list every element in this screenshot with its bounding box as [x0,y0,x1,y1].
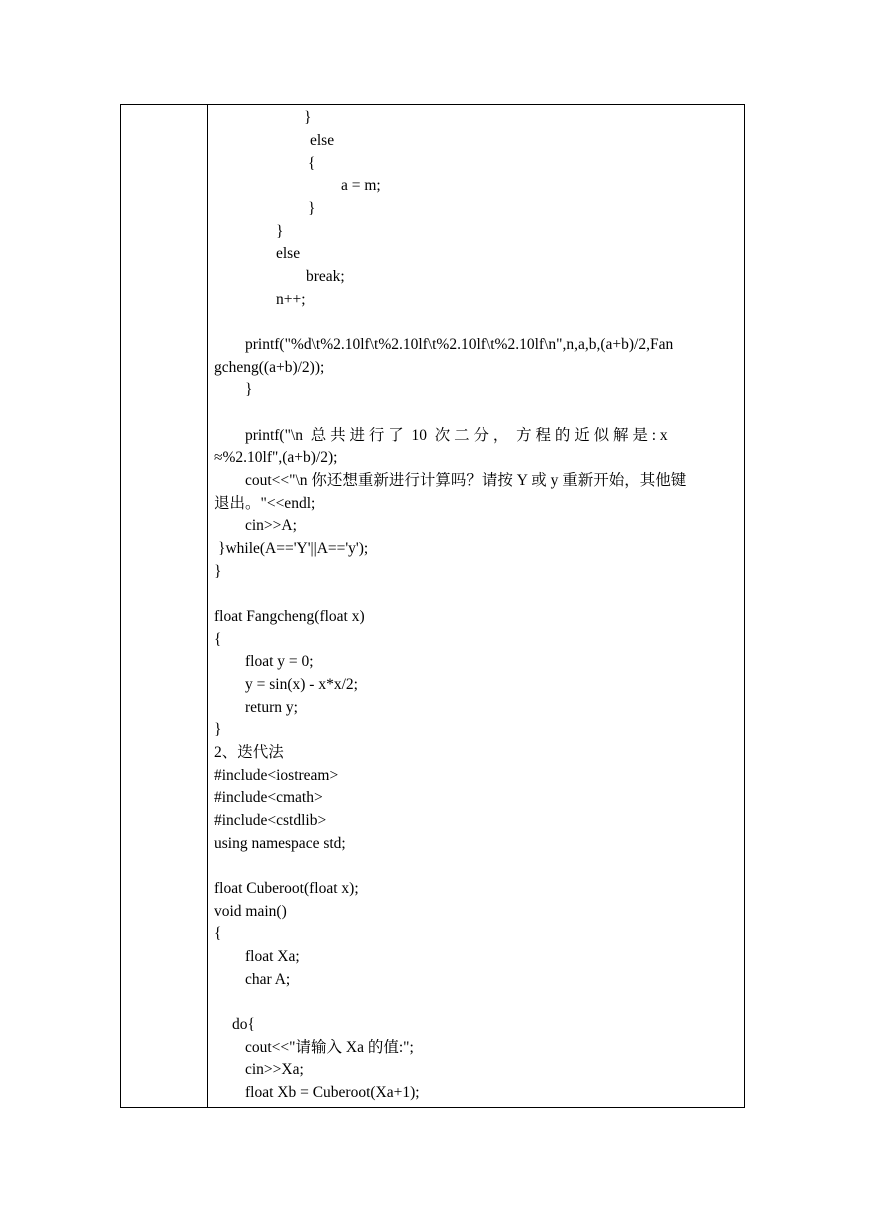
table-left-cell [121,105,208,1107]
code-line: float y = 0; [245,653,314,670]
code-line: else [276,245,301,262]
code-line: float Fangcheng(float x) [214,608,365,625]
code-line: y = sin(x) - x*x/2; [245,676,358,693]
code-line: printf("\n 总 共 进 行 了 10 次 二 分 ， 方 程 的 近 似 解 是 : x [245,427,668,444]
code-line: return y; [245,699,298,716]
code-line: gcheng((a+b)/2)); [214,359,325,376]
code-cell [208,105,744,1107]
code-line: ≈%2.10lf",(a+b)/2); [214,449,338,466]
code-line: #include<cstdlib> [214,812,327,829]
code-line: { [214,631,222,648]
code-line: }while(A=='Y'||A=='y'); [218,540,369,557]
code-line: } [308,200,316,217]
code-line: using namespace std; [214,835,346,852]
code-line: } [304,109,312,126]
code-line: char A; [245,971,291,988]
code-line: cout<<"\n 你还想重新进行计算吗？请按 Y 或 y 重新开始，其他键 [245,472,687,489]
code-line: float Xb = Cuberoot(Xa+1); [245,1084,420,1101]
code-line: n++; [276,291,306,308]
table-frame [120,104,745,1108]
code-line: void main() [214,903,287,920]
code-line: float Cuberoot(float x); [214,880,359,897]
section-heading: 2、迭代法 [214,744,284,761]
code-line: #include<cmath> [214,789,323,806]
code-line: a = m; [341,177,381,194]
code-line: else [310,132,335,149]
code-line: break; [306,268,345,285]
code-line: cin>>A; [245,517,297,534]
code-line: printf("%d\t%2.10lf\t%2.10lf\t%2.10lf\t%2.10lf\n",n,a,b,(a+b)/2,Fan [245,336,674,353]
code-line: { [214,925,222,942]
code-line: #include<iostream> [214,767,339,784]
code-line: float Xa; [245,948,300,965]
code-line: 退出。"<<endl; [214,495,316,512]
code-line: { [308,155,316,172]
code-line: cin>>Xa; [245,1061,304,1078]
code-line: } [276,223,284,240]
code-line: } [214,563,222,580]
code-line: } [245,381,253,398]
code-line: cout<<"请输入 Xa 的值:"; [245,1039,414,1056]
code-line: do{ [232,1016,255,1033]
code-line: } [214,721,222,738]
